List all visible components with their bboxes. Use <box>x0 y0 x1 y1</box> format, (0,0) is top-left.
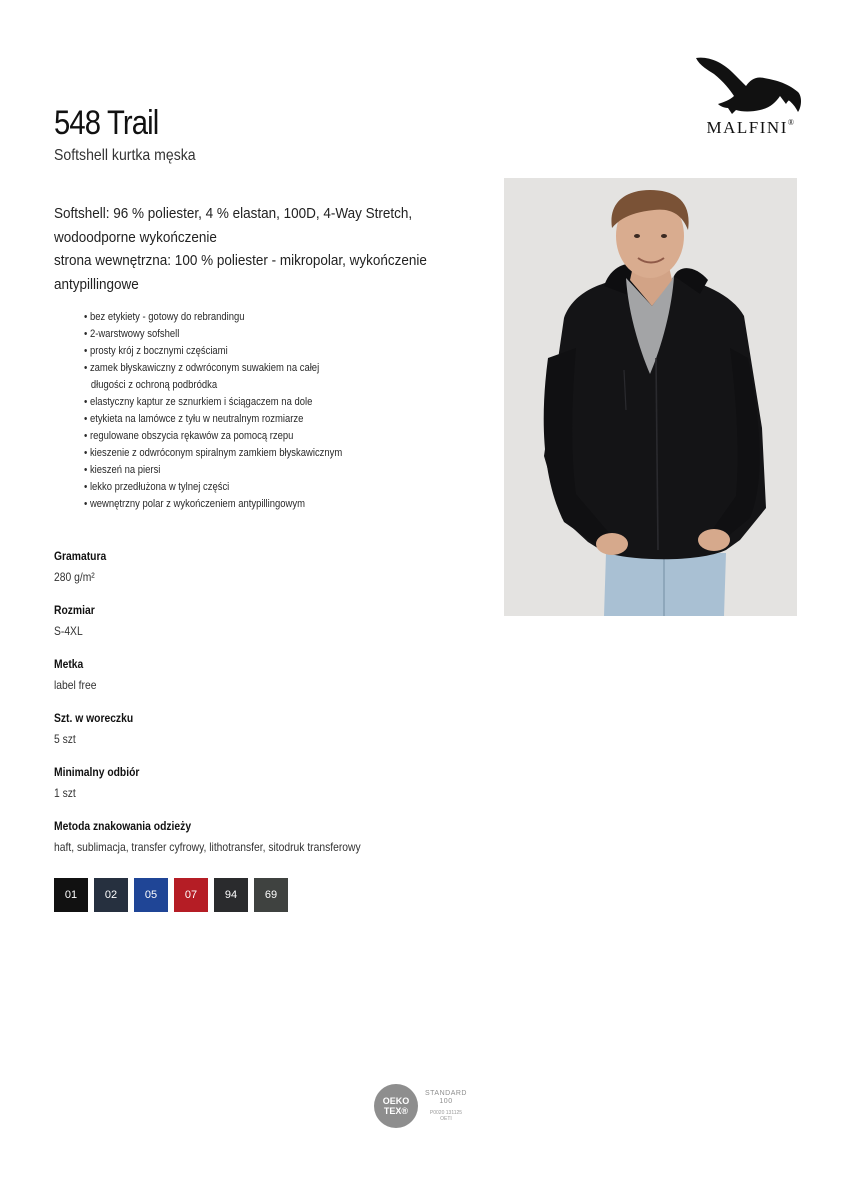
spec-minimalny-odbior <box>54 765 139 800</box>
feature-item: • 2-warstwowy sofshell <box>84 328 180 340</box>
spec-value: label free <box>54 678 97 692</box>
feature-item: • prosty krój z bocznymi częściami <box>84 345 228 357</box>
spec-label: Szt. w woreczku <box>54 711 134 725</box>
spec-gramatura <box>54 549 106 584</box>
spec-label: Minimalny odbiór <box>54 765 140 779</box>
eagle-icon <box>690 52 812 116</box>
product-subtitle: Softshell kurtka męska <box>54 147 196 164</box>
color-swatch[interactable]: 69 <box>254 878 288 912</box>
standard-number: 100 <box>439 1098 453 1105</box>
composition <box>54 202 427 296</box>
oeko-standard <box>423 1090 469 1106</box>
spec-label: Rozmiar <box>54 603 95 617</box>
composition-line: Softshell: 96 % poliester, 4 % elastan, 100D, 4-Way Stretch, <box>54 205 413 222</box>
spec-value: 1 szt <box>54 786 76 800</box>
spec-label: Gramatura <box>54 549 107 563</box>
feature-item: • lekko przedłużona w tylnej części <box>84 481 230 493</box>
feature-item <box>84 377 342 394</box>
feature-item: • elastyczny kaptur ze sznurkiem i ściągaczem na dole <box>84 396 313 408</box>
feature-item: • etykieta na lamówce z tyłu w neutralnym rozmiarze <box>84 413 304 425</box>
feature-item: • wewnętrzny polar z wykończeniem antypillingowym <box>84 498 305 510</box>
spec-metoda-znakowania <box>54 819 361 854</box>
feature-item: • kieszenie z odwróconym spiralnym zamkiem błyskawicznym <box>84 447 343 459</box>
brand-name <box>690 118 812 138</box>
spec-szt-w-woreczku <box>54 711 133 746</box>
feature-item: • zamek błyskawiczny z odwróconym suwakiem na całej <box>84 362 320 374</box>
spec-label: Metka <box>54 657 84 671</box>
feature-list <box>84 309 342 513</box>
oeko-line-1: OEKO <box>382 1096 410 1106</box>
cert-number: P0020 131125 <box>429 1110 463 1116</box>
feature-item: • regulowane obszycia rękawów za pomocą rzepu <box>84 430 294 442</box>
composition-line: antypillingowe <box>54 275 139 293</box>
feature-item-continuation: długości z ochroną podbródka <box>90 379 218 391</box>
oeko-tex-badge <box>374 1084 484 1130</box>
spec-value: haft, sublimacja, transfer cyfrowy, lithotransfer, sitodruk transferowy <box>54 840 361 854</box>
oeko-line-2: TEX® <box>383 1106 409 1116</box>
feature-item: • kieszeń na piersi <box>84 464 161 476</box>
color-swatch[interactable]: 94 <box>214 878 248 912</box>
product-title: 548 Trail <box>54 104 159 142</box>
spec-value: 280 g/m² <box>54 570 95 584</box>
color-swatches <box>54 878 288 912</box>
spec-value: S-4XL <box>54 624 83 638</box>
brand-name-text: MALFINI <box>706 118 788 137</box>
color-swatch[interactable]: 05 <box>134 878 168 912</box>
registered-mark: ® <box>787 118 796 127</box>
spec-rozmiar <box>54 603 95 638</box>
cert-institute: OETI <box>440 1116 452 1122</box>
feature-item: • bez etykiety - gotowy do rebrandingu <box>84 311 245 323</box>
model-illustration <box>504 178 797 616</box>
color-swatch[interactable]: 02 <box>94 878 128 912</box>
color-swatch[interactable]: 07 <box>174 878 208 912</box>
spec-label: Metoda znakowania odzieży <box>54 819 192 833</box>
oeko-cert-info <box>423 1110 469 1122</box>
oeko-tex-logo <box>374 1084 418 1128</box>
color-swatch[interactable]: 01 <box>54 878 88 912</box>
standard-label: STANDARD <box>425 1090 467 1097</box>
product-photo <box>504 178 797 616</box>
spec-metka <box>54 657 96 692</box>
composition-line: strona wewnętrzna: 100 % poliester - mikropolar, wykończenie <box>54 252 427 269</box>
composition-line: wodoodporne wykończenie <box>54 228 217 246</box>
spec-value: 5 szt <box>54 732 76 746</box>
malfini-logo <box>690 52 812 142</box>
